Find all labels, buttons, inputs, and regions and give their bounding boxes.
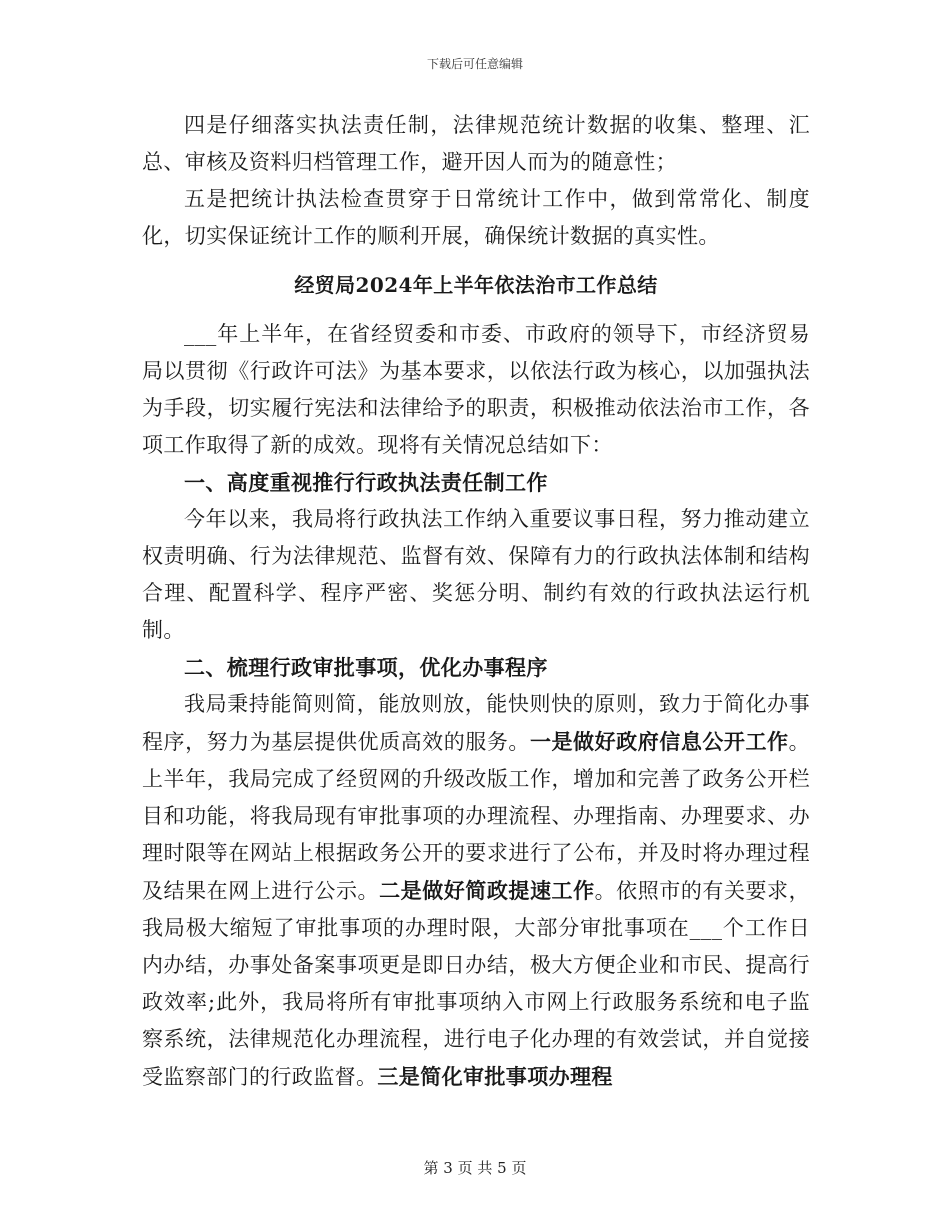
page-header: 下载后可任意编辑 [426, 57, 523, 71]
page-footer: 第 3 页 共 5 页 [423, 1159, 527, 1177]
section-heading: 二、梳理行政审批事项，优化办事程序 [184, 655, 548, 680]
bold-phrase: 三是简化审批事项办理程 [377, 1064, 613, 1089]
section-heading: 一、高度重视推行行政执法责任制工作 [184, 470, 548, 495]
paragraph-text: 。依照市的有关要求，我局极大缩短了审批事项的办理时限，大部分审批事项在___个工作日内办结，办事处备案事项更是即日办结，极大方便企业和市民、提高行政效率;此外，我局将所有审批事项纳入市网上行政服务系统和电子监察系统，法律规范化办理流程，进行电子化办理的有效尝试，并自觉接受监察部门的行政监督。 [142, 879, 811, 1089]
paragraph [142, 686, 810, 1096]
bold-phrase: 一是做好政府信息公开工作 [529, 729, 789, 754]
paragraph: 今年以来，我局将行政执法工作纳入重要议事日程，努力推动建立权责明确、行为法律规范、监督有效、保障有力的行政执法体制和结构合理、配置科学、程序严密、奖惩分明、制约有效的行政执法运行机制。 [142, 507, 810, 642]
document-body [142, 107, 810, 1096]
paragraph: ___年上半年，在省经贸委和市委、市政府的领导下，市经济贸易局以贯彻《行政许可法》为基本要求，以依法行政为核心，以加强执法为手段，切实履行宪法和法律给予的职责，积极推动依法治市工作，各项工作取得了新的成效。现将有关情况总结如下： [142, 322, 810, 457]
paragraph-text: 我局秉持能简则简，能放则放，能快则快的原则，致力于简化办事程序，努力为基层提供优质高效的服务。 [142, 692, 810, 754]
paragraph: 五是把统计执法检查贯穿于日常统计工作中，做到常常化、制度化，切实保证统计工作的顺利开展，确保统计数据的真实性。 [142, 187, 810, 248]
bold-phrase: 二是做好简政提速工作 [379, 878, 595, 903]
document-title: 经贸局2024年上半年依法治市工作总结 [294, 273, 658, 297]
paragraph: 四是仔细落实执法责任制，法律规范统计数据的收集、整理、汇总、审核及资料归档管理工作，避开因人而为的随意性； [142, 113, 810, 174]
paragraph-text: 。上半年，我局完成了经贸网的升级改版工作，增加和完善了政务公开栏目和功能，将我局现有审批事项的办理流程、办理指南、办理要求、办理时限等在网站上根据政务公开的要求进行了公布，并及时将办理过程及结果在网上进行公示。 [142, 730, 810, 903]
